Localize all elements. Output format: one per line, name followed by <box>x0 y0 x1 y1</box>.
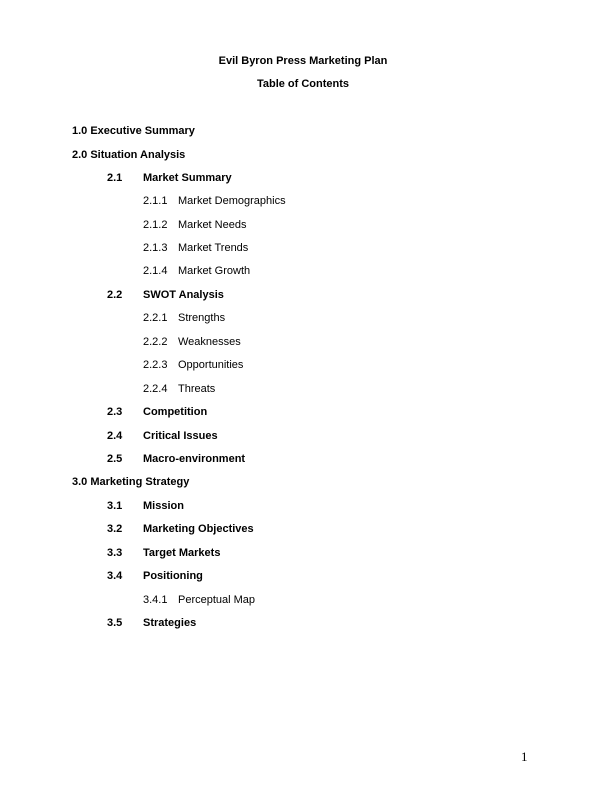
toc-text: Market Demographics <box>178 195 286 207</box>
toc-number: 3.5 <box>107 617 123 629</box>
toc-number: 3.3 <box>107 547 123 559</box>
toc-number: 2.1 <box>107 172 123 184</box>
document-subtitle: Table of Contents <box>256 78 350 90</box>
toc-text: Positioning <box>143 570 203 582</box>
toc-number: 2.3 <box>107 406 123 418</box>
toc-text: Competition <box>143 406 208 418</box>
toc-text: Market Growth <box>178 265 251 277</box>
toc-entry-3-0: 3.0 Marketing Strategy <box>72 476 190 488</box>
toc-number: 2.2.1 <box>143 312 168 324</box>
toc-number: 2.2.3 <box>143 359 168 371</box>
toc-text: Threats <box>178 383 216 395</box>
toc-number: 3.2 <box>107 523 123 535</box>
document-title: Evil Byron Press Marketing Plan <box>218 55 388 67</box>
toc-number: 2.1.2 <box>143 219 168 231</box>
toc-number: 2.1.1 <box>143 195 168 207</box>
toc-text: SWOT Analysis <box>143 289 224 301</box>
toc-text: Strengths <box>178 312 226 324</box>
page-number: 1 <box>521 749 528 764</box>
toc-number: 2.1.3 <box>143 242 168 254</box>
toc-entry-2-0: 2.0 Situation Analysis <box>72 149 186 161</box>
toc-number: 3.4 <box>107 570 123 582</box>
toc-entry-1-0: 1.0 Executive Summary <box>72 125 195 137</box>
toc-number: 2.2 <box>107 289 123 301</box>
toc-number: 2.2.4 <box>143 383 168 395</box>
toc-text: Perceptual Map <box>178 594 256 606</box>
toc-number: 2.1.4 <box>143 265 168 277</box>
toc-text: Mission <box>143 500 184 512</box>
toc-text: Opportunities <box>178 359 244 371</box>
toc-text: Target Markets <box>143 547 221 559</box>
toc-text: Strategies <box>143 617 197 629</box>
toc-number: 2.2.2 <box>143 336 168 348</box>
toc-text: Market Summary <box>143 172 232 184</box>
toc-text: Market Trends <box>178 242 249 254</box>
toc-text: Weaknesses <box>178 336 241 348</box>
toc-text: Critical Issues <box>143 430 218 442</box>
toc-number: 3.1 <box>107 500 123 512</box>
toc-number: 3.4.1 <box>143 594 168 606</box>
toc-text: Macro-environment <box>143 453 246 465</box>
toc-number: 2.4 <box>107 430 123 442</box>
toc-number: 2.5 <box>107 453 123 465</box>
toc-text: Market Needs <box>178 219 247 231</box>
toc-text: Marketing Objectives <box>143 523 254 535</box>
